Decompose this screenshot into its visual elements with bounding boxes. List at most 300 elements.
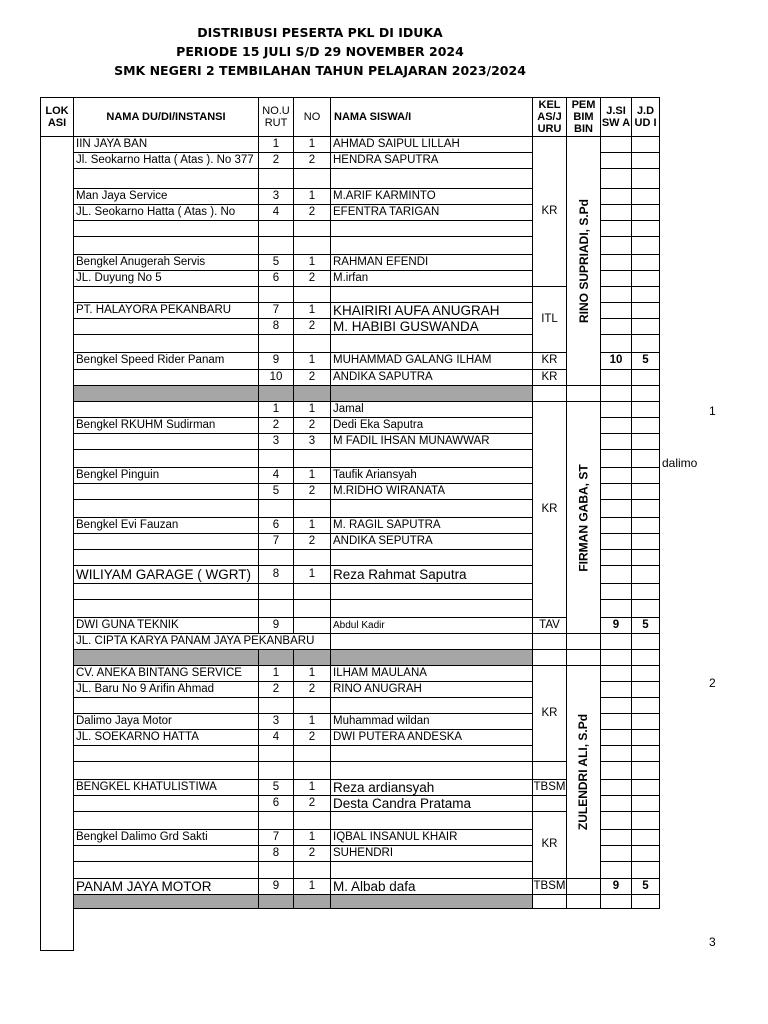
kelas-merged-cell: KR: [532, 665, 567, 762]
cell-no: [293, 697, 331, 714]
cell-no-urut: 1: [258, 136, 294, 153]
cell-no: 2: [293, 483, 331, 500]
cell-no-urut: 8: [258, 318, 294, 335]
cell-student-name: Taufik Ariansyah: [330, 467, 533, 484]
cell-no: [293, 549, 331, 566]
cell-student-name: Jamal: [330, 401, 533, 418]
cell-no-urut: [258, 811, 294, 830]
cell-student-name: RINO ANUGRAH: [330, 681, 533, 698]
cell-jumlah-dudi: [631, 334, 660, 353]
cell-jumlah-siswa: [600, 729, 632, 746]
cell-jumlah-siswa: [600, 318, 632, 335]
cell-jumlah-dudi: [631, 433, 660, 450]
cell-du-name: Bengkel Speed Rider Panam: [73, 352, 259, 370]
cell-no: [293, 583, 331, 600]
cell-no-urut: 5: [258, 483, 294, 500]
cell-du-name: [73, 894, 259, 909]
cell-no: [293, 861, 331, 879]
cell-no-urut: 4: [258, 467, 294, 484]
cell-no-urut: 7: [258, 302, 294, 319]
cell-jumlah-dudi: [631, 649, 660, 666]
cell-no: 1: [293, 713, 331, 730]
cell-no-urut: [258, 549, 294, 566]
cell-no: 1: [293, 188, 331, 205]
cell-jumlah-siswa: [600, 401, 632, 418]
side-note-1: 1: [709, 404, 716, 418]
cell-du-name: Bengkel Evi Fauzan: [73, 517, 259, 534]
cell-jumlah-dudi: [631, 779, 660, 796]
cell-student-name: [330, 286, 533, 303]
header-jumlah-dudi: J.D UD I: [631, 97, 660, 137]
cell-no-urut: 9: [258, 617, 294, 634]
cell-no-urut: 8: [258, 845, 294, 862]
side-note-2: 2: [709, 676, 716, 690]
cell-no-urut: [258, 286, 294, 303]
cell-no: 1: [293, 517, 331, 534]
cell-du-name: Bengkel RKUHM Sudirman: [73, 417, 259, 434]
cell-jumlah-dudi: [631, 795, 660, 812]
cell-student-name: ANDIKA SEPUTRA: [330, 533, 533, 550]
cell-no: 2: [293, 270, 331, 287]
pembimbing-merged-cell: [566, 665, 601, 879]
cell-jumlah-dudi: [631, 745, 660, 762]
cell-du-name: [73, 449, 259, 468]
cell-student-name: M.RIDHO WIRANATA: [330, 483, 533, 500]
cell-jumlah-siswa: [600, 779, 632, 796]
cell-kelas: TBSM: [532, 878, 567, 895]
cell-student-name: [330, 861, 533, 879]
cell-kelas: TBSM: [532, 779, 567, 796]
cell-jumlah-siswa: [600, 334, 632, 353]
cell-no: 1: [293, 401, 331, 418]
cell-no-urut: 9: [258, 352, 294, 370]
cell-jumlah-siswa: [600, 745, 632, 762]
cell-du-name: WILIYAM GARAGE ( WGRT): [73, 565, 259, 584]
cell-student-name: [330, 599, 533, 618]
cell-du-name: Bengkel Dalimo Grd Sakti: [73, 829, 259, 846]
cell-jumlah-dudi: [631, 467, 660, 484]
cell-no: 2: [293, 845, 331, 862]
cell-student-name: [330, 334, 533, 353]
cell-no-urut: 4: [258, 204, 294, 221]
cell-student-name: KHAIRIRI AUFA ANUGRAH: [330, 302, 533, 319]
cell-no-urut: 10: [258, 369, 294, 386]
cell-no: [293, 334, 331, 353]
cell-no-urut: 6: [258, 517, 294, 534]
cell-du-name: Bengkel Anugerah Servis: [73, 254, 259, 271]
cell-no-urut: 3: [258, 188, 294, 205]
cell-jumlah-dudi: [631, 236, 660, 255]
cell-no: [293, 745, 331, 762]
cell-no-urut: 6: [258, 795, 294, 812]
cell-jumlah-siswa: [600, 433, 632, 450]
cell-no: 2: [293, 681, 331, 698]
cell-student-name: Abdul Kadir: [330, 617, 533, 634]
cell-no: [293, 649, 331, 666]
kelas-merged-cell: KR: [532, 136, 567, 287]
cell-du-name: [73, 168, 259, 189]
cell-du-name: [73, 583, 259, 600]
cell-jumlah-dudi: [631, 369, 660, 386]
cell-no: [293, 236, 331, 255]
cell-du-name: [73, 220, 259, 237]
cell-no-urut: 7: [258, 533, 294, 550]
cell-jumlah-siswa: [600, 811, 632, 830]
cell-jumlah-siswa: [600, 168, 632, 189]
cell-jumlah-siswa: [600, 254, 632, 271]
cell-jumlah-siswa: [600, 681, 632, 698]
cell-jumlah-dudi: [631, 633, 660, 650]
cell-kelas: [532, 385, 567, 402]
cell-jumlah-dudi: [631, 254, 660, 271]
cell-jumlah-dudi: [631, 517, 660, 534]
cell-no: [293, 811, 331, 830]
cell-jumlah-siswa: [600, 286, 632, 303]
cell-jumlah-siswa: [600, 649, 632, 666]
cell-no: 1: [293, 779, 331, 796]
cell-no: 2: [293, 533, 331, 550]
cell-student-name: [330, 220, 533, 237]
title-line-1: DISTRIBUSI PESERTA PKL DI IDUKA: [197, 25, 443, 40]
cell-student-name: [330, 499, 533, 518]
cell-jumlah-siswa: [600, 894, 632, 909]
cell-student-name: [330, 385, 533, 402]
cell-no: 2: [293, 152, 331, 169]
cell-jumlah-dudi: [631, 401, 660, 418]
cell-jumlah-dudi: [631, 220, 660, 237]
cell-no: 1: [293, 254, 331, 271]
cell-jumlah-dudi: [631, 385, 660, 402]
pembimbing-name: RINO SUPRIADI, S.Pd: [576, 198, 591, 324]
title-line-2: PERIODE 15 JULI S/D 29 NOVEMBER 2024: [176, 44, 464, 59]
cell-no-urut: 7: [258, 829, 294, 846]
cell-jumlah-dudi: [631, 697, 660, 714]
cell-student-name: [330, 761, 533, 780]
cell-jumlah-dudi: [631, 894, 660, 909]
cell-jumlah-siswa: [600, 385, 632, 402]
cell-no-urut: [258, 168, 294, 189]
cell-jumlah-siswa: [600, 795, 632, 812]
cell-jumlah-dudi: [631, 286, 660, 303]
cell-du-name: [73, 697, 259, 714]
cell-du-name: BENGKEL KHATULISTIWA: [73, 779, 259, 796]
cell-du-name: DWI GUNA TEKNIK: [73, 617, 259, 634]
header-pembimbing: PEM BIM BIN: [566, 97, 601, 137]
cell-jumlah-dudi: 5: [631, 352, 660, 370]
cell-no: 2: [293, 318, 331, 335]
cell-jumlah-siswa: [600, 861, 632, 879]
side-note-dalimo: dalimo: [662, 456, 698, 470]
cell-no: [293, 220, 331, 237]
cell-no-urut: [258, 220, 294, 237]
cell-jumlah-dudi: [631, 417, 660, 434]
cell-kelas: [532, 894, 567, 909]
cell-no-urut: [258, 649, 294, 666]
cell-jumlah-dudi: [631, 499, 660, 518]
cell-student-name: [330, 697, 533, 714]
cell-du-name: Man Jaya Service: [73, 188, 259, 205]
cell-student-name: Dedi Eka Saputra: [330, 417, 533, 434]
cell-no: 1: [293, 565, 331, 584]
cell-jumlah-dudi: [631, 533, 660, 550]
cell-student-name: M FADIL IHSAN MUNAWWAR: [330, 433, 533, 450]
cell-du-name: [73, 433, 259, 450]
cell-no-urut: 1: [258, 665, 294, 682]
cell-du-name: [73, 599, 259, 618]
kelas-merged-cell: KR: [532, 811, 567, 879]
cell-no: [293, 168, 331, 189]
cell-jumlah-siswa: [600, 302, 632, 319]
cell-jumlah-dudi: [631, 811, 660, 830]
cell-student-name: Reza Rahmat Saputra: [330, 565, 533, 584]
kelas-merged-cell: ITL: [532, 286, 567, 353]
cell-jumlah-siswa: 9: [600, 878, 632, 895]
cell-no-urut: 1: [258, 401, 294, 418]
cell-jumlah-dudi: 5: [631, 617, 660, 634]
cell-du-name: JL. SOEKARNO HATTA: [73, 729, 259, 746]
cell-student-name: [330, 449, 533, 468]
cell-no-urut: 3: [258, 433, 294, 450]
cell-student-name: IQBAL INSANUL KHAIR: [330, 829, 533, 846]
cell-du-name: JL. CIPTA KARYA PANAM JAYA PEKANBARU: [73, 633, 331, 650]
cell-du-name: [73, 236, 259, 255]
cell-student-name: [330, 649, 533, 666]
cell-jumlah-siswa: [600, 449, 632, 468]
cell-no-urut: [258, 449, 294, 468]
cell-du-name: [73, 861, 259, 879]
cell-jumlah-dudi: [631, 829, 660, 846]
cell-no-urut: [258, 697, 294, 714]
cell-du-name: [73, 649, 259, 666]
cell-no: [293, 761, 331, 780]
header-lokasi: LOK ASI: [40, 97, 74, 137]
cell-student-name: [330, 894, 533, 909]
cell-no-urut: 5: [258, 779, 294, 796]
cell-du-name: PT. HALAYORA PEKANBARU: [73, 302, 259, 319]
cell-student-name: MUHAMMAD GALANG ILHAM: [330, 352, 533, 370]
cell-student-name: M. Albab dafa: [330, 878, 533, 895]
cell-kelas: KR: [532, 369, 567, 386]
cell-jumlah-dudi: [631, 565, 660, 584]
cell-student-name: [330, 811, 533, 830]
cell-jumlah-siswa: [600, 236, 632, 255]
header-jumlah-siswa: J.SI SW A: [600, 97, 632, 137]
cell-jumlah-dudi: [631, 681, 660, 698]
cell-jumlah-siswa: [600, 483, 632, 500]
cell-no: [293, 286, 331, 303]
cell-jumlah-siswa: [600, 583, 632, 600]
cell-no: 1: [293, 829, 331, 846]
cell-jumlah-dudi: [631, 168, 660, 189]
cell-jumlah-dudi: [631, 845, 660, 862]
cell-student-name: Muhammad wildan: [330, 713, 533, 730]
header-nama-siswa: NAMA SISWA/I: [330, 97, 533, 137]
cell-jumlah-siswa: [600, 369, 632, 386]
side-note-3: 3: [709, 935, 716, 949]
cell-student-name: [330, 549, 533, 566]
cell-no: 1: [293, 878, 331, 895]
cell-du-name: [73, 369, 259, 386]
cell-jumlah-siswa: [600, 188, 632, 205]
cell-student-name: RAHMAN EFENDI: [330, 254, 533, 271]
cell-pembimbing: [566, 878, 601, 895]
header-kelas: KEL AS/J URU: [532, 97, 567, 137]
cell-jumlah-dudi: 5: [631, 878, 660, 895]
cell-du-name: [73, 483, 259, 500]
cell-student-name: AHMAD SAIPUL LILLAH: [330, 136, 533, 153]
cell-jumlah-siswa: [600, 549, 632, 566]
cell-du-name: [73, 286, 259, 303]
cell-pembimbing: [566, 385, 601, 402]
cell-student-name: Reza ardiansyah: [330, 779, 533, 796]
cell-jumlah-siswa: [600, 152, 632, 169]
cell-no: 1: [293, 467, 331, 484]
cell-no: 1: [293, 352, 331, 370]
cell-jumlah-siswa: [600, 417, 632, 434]
cell-no-urut: [258, 599, 294, 618]
cell-no-urut: 2: [258, 681, 294, 698]
cell-student-name: [330, 745, 533, 762]
cell-jumlah-dudi: [631, 761, 660, 780]
cell-student-name: EFENTRA TARIGAN: [330, 204, 533, 221]
cell-du-name: Bengkel Pinguin: [73, 467, 259, 484]
cell-jumlah-dudi: [631, 483, 660, 500]
header-no: NO: [293, 97, 331, 137]
cell-no: [293, 617, 331, 634]
cell-jumlah-dudi: [631, 861, 660, 879]
cell-no-urut: 8: [258, 565, 294, 584]
cell-du-name: [73, 533, 259, 550]
cell-jumlah-siswa: [600, 517, 632, 534]
cell-no: [293, 499, 331, 518]
cell-du-name: [73, 745, 259, 762]
cell-du-name: CV. ANEKA BINTANG SERVICE: [73, 665, 259, 682]
cell-jumlah-dudi: [631, 665, 660, 682]
cell-jumlah-siswa: [600, 599, 632, 618]
cell-du-name: [73, 385, 259, 402]
cell-jumlah-dudi: [631, 136, 660, 153]
header-nama-du: NAMA DU/DI/INSTANSI: [73, 97, 259, 137]
cell-jumlah-siswa: [600, 845, 632, 862]
cell-kelas: [532, 633, 567, 650]
pembimbing-name: FIRMAN GABA, ST: [576, 463, 591, 572]
cell-kelas: [532, 649, 567, 666]
cell-jumlah-siswa: 9: [600, 617, 632, 634]
cell-student-name: M.ARIF KARMINTO: [330, 188, 533, 205]
cell-no: 1: [293, 136, 331, 153]
cell-jumlah-siswa: [600, 499, 632, 518]
header-no-urut: NO.U RUT: [258, 97, 294, 137]
cell-du-name: [73, 499, 259, 518]
cell-du-name: [73, 401, 259, 418]
cell-student-name: M.irfan: [330, 270, 533, 287]
cell-no-urut: 6: [258, 270, 294, 287]
cell-student-name: DWI PUTERA ANDESKA: [330, 729, 533, 746]
cell-du-name: JL. Seokarno Hatta ( Atas ). No: [73, 204, 259, 221]
cell-no-urut: [258, 861, 294, 879]
cell-no-urut: 2: [258, 417, 294, 434]
cell-jumlah-dudi: [631, 270, 660, 287]
cell-no: 2: [293, 417, 331, 434]
cell-student-name: [330, 236, 533, 255]
cell-jumlah-siswa: [600, 467, 632, 484]
cell-du-name: [73, 795, 259, 812]
cell-no-urut: [258, 499, 294, 518]
cell-jumlah-dudi: [631, 204, 660, 221]
cell-student-name: Desta Candra Pratama: [330, 795, 533, 812]
cell-no: 2: [293, 204, 331, 221]
cell-du-name: Jl. Seokarno Hatta ( Atas ). No 377: [73, 152, 259, 169]
cell-no-urut: [258, 583, 294, 600]
cell-du-name: [73, 334, 259, 353]
cell-du-name: JL. Baru No 9 Arifin Ahmad: [73, 681, 259, 698]
cell-du-name: [73, 549, 259, 566]
cell-jumlah-siswa: [600, 204, 632, 221]
cell-pembimbing: [566, 649, 601, 666]
cell-jumlah-siswa: [600, 220, 632, 237]
cell-student-name: [330, 583, 533, 600]
cell-jumlah-dudi: [631, 583, 660, 600]
cell-no: 2: [293, 795, 331, 812]
pembimbing-name: ZULENDRI ALI, S.Pd: [576, 713, 591, 831]
cell-jumlah-siswa: [600, 761, 632, 780]
cell-jumlah-siswa: [600, 136, 632, 153]
cell-jumlah-dudi: [631, 549, 660, 566]
cell-no-urut: [258, 894, 294, 909]
cell-no: 1: [293, 302, 331, 319]
cell-student-name: [330, 168, 533, 189]
cell-no-urut: [258, 745, 294, 762]
cell-no: 1: [293, 665, 331, 682]
cell-no-urut: 5: [258, 254, 294, 271]
cell-jumlah-dudi: [631, 188, 660, 205]
cell-jumlah-dudi: [631, 599, 660, 618]
cell-du-name: JL. Duyung No 5: [73, 270, 259, 287]
cell-jumlah-dudi: [631, 152, 660, 169]
cell-du-name: IIN JAYA BAN: [73, 136, 259, 153]
cell-du-name: Dalimo Jaya Motor: [73, 713, 259, 730]
cell-no: 3: [293, 433, 331, 450]
cell-du-name: [73, 318, 259, 335]
cell-jumlah-siswa: [600, 665, 632, 682]
cell-no: 2: [293, 369, 331, 386]
cell-pembimbing: [566, 894, 601, 909]
cell-no-urut: 9: [258, 878, 294, 895]
cell-no-urut: 4: [258, 729, 294, 746]
cell-kelas: [532, 761, 567, 780]
title-line-3: SMK NEGERI 2 TEMBILAHAN TAHUN PELAJARAN 2023/2024: [114, 63, 526, 78]
cell-kelas: TAV: [532, 617, 567, 634]
cell-jumlah-dudi: [631, 713, 660, 730]
cell-student-name: ILHAM MAULANA: [330, 665, 533, 682]
cell-jumlah-siswa: [600, 565, 632, 584]
cell-no: 2: [293, 729, 331, 746]
cell-jumlah-siswa: [600, 697, 632, 714]
cell-no: [293, 894, 331, 909]
cell-no-urut: [258, 334, 294, 353]
pembimbing-merged-cell: [566, 401, 601, 634]
cell-du-name: [73, 811, 259, 830]
cell-no: [293, 385, 331, 402]
cell-student-name: M. RAGIL SAPUTRA: [330, 517, 533, 534]
cell-du-name: [73, 845, 259, 862]
cell-jumlah-siswa: [600, 633, 632, 650]
cell-pembimbing: [566, 633, 601, 650]
cell-jumlah-dudi: [631, 449, 660, 468]
cell-no: [293, 449, 331, 468]
kelas-merged-cell: KR: [532, 401, 567, 618]
cell-kelas: [532, 795, 567, 812]
